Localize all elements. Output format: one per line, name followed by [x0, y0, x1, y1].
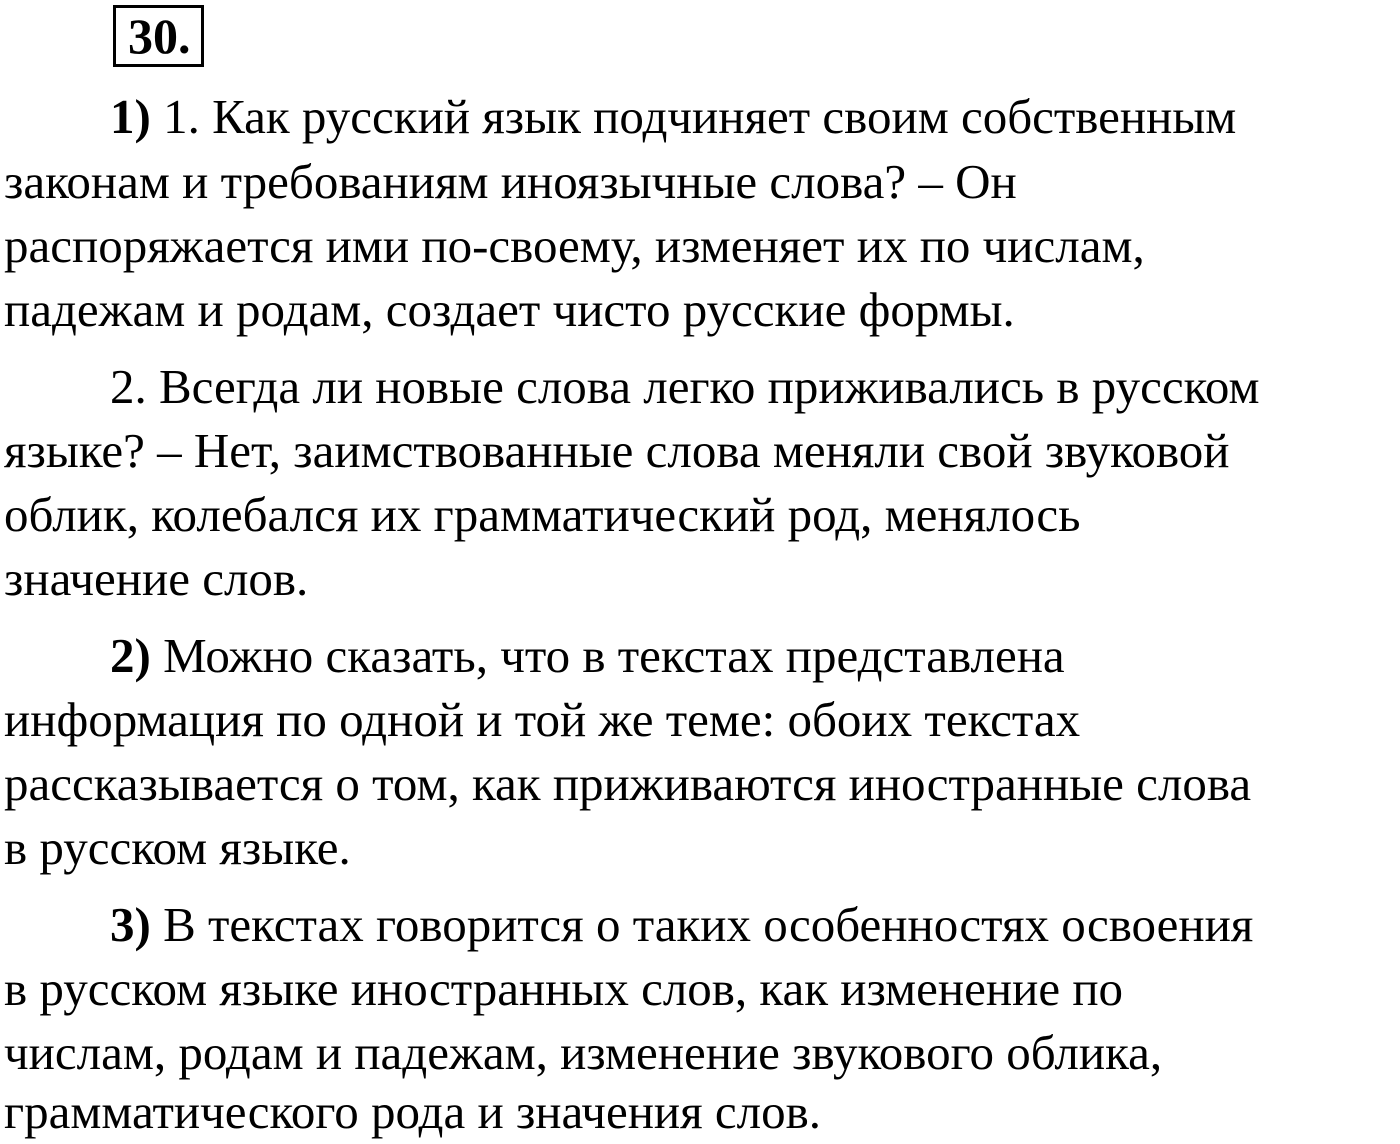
- text-line: языке? – Нет, заимствованные слова меняли свой звуковой: [4, 423, 1230, 478]
- paragraph-1-line-1: [110, 85, 1236, 149]
- answer-marker-1: 1): [110, 89, 151, 144]
- text-line: в русском языке иностранных слов, как изменение по: [4, 961, 1124, 1016]
- text-line: падежам и родам, создает чисто русские формы.: [4, 282, 1015, 337]
- text-line: законам и требованиям иноязычные слова? – Он: [4, 154, 1017, 209]
- text-line: В текстах говорится о таких особенностях освоения: [163, 897, 1254, 952]
- text-line: в русском языке.: [4, 820, 351, 875]
- text-line: Можно сказать, что в текстах представлена: [163, 628, 1065, 683]
- answer-marker-3: 3): [110, 897, 151, 952]
- text-line: 2. Всегда ли новые слова легко приживались в русском: [110, 359, 1260, 414]
- paragraph-2-line-1: [110, 624, 1065, 688]
- text-line: распоряжается ими по-своему, изменяет их по числам,: [4, 218, 1145, 273]
- paragraph-3-line-1: [110, 893, 1253, 957]
- text-line: числам, родам и падежам, изменение звукового облика,: [4, 1025, 1163, 1080]
- answer-marker-2: 2): [110, 628, 151, 683]
- text-line: рассказывается о том, как приживаются иностранные слова: [4, 756, 1252, 811]
- text-line: значение слов.: [4, 551, 309, 606]
- text-line: информация по одной и той же теме: обоих текстах: [4, 692, 1081, 747]
- text-line: 1. Как русский язык подчиняет своим собственным: [163, 89, 1237, 144]
- task-number: 30.: [113, 5, 204, 67]
- text-line: облик, колебался их грамматический род, менялось: [4, 487, 1081, 542]
- text-line: грамматического рода и значения слов.: [4, 1084, 822, 1139]
